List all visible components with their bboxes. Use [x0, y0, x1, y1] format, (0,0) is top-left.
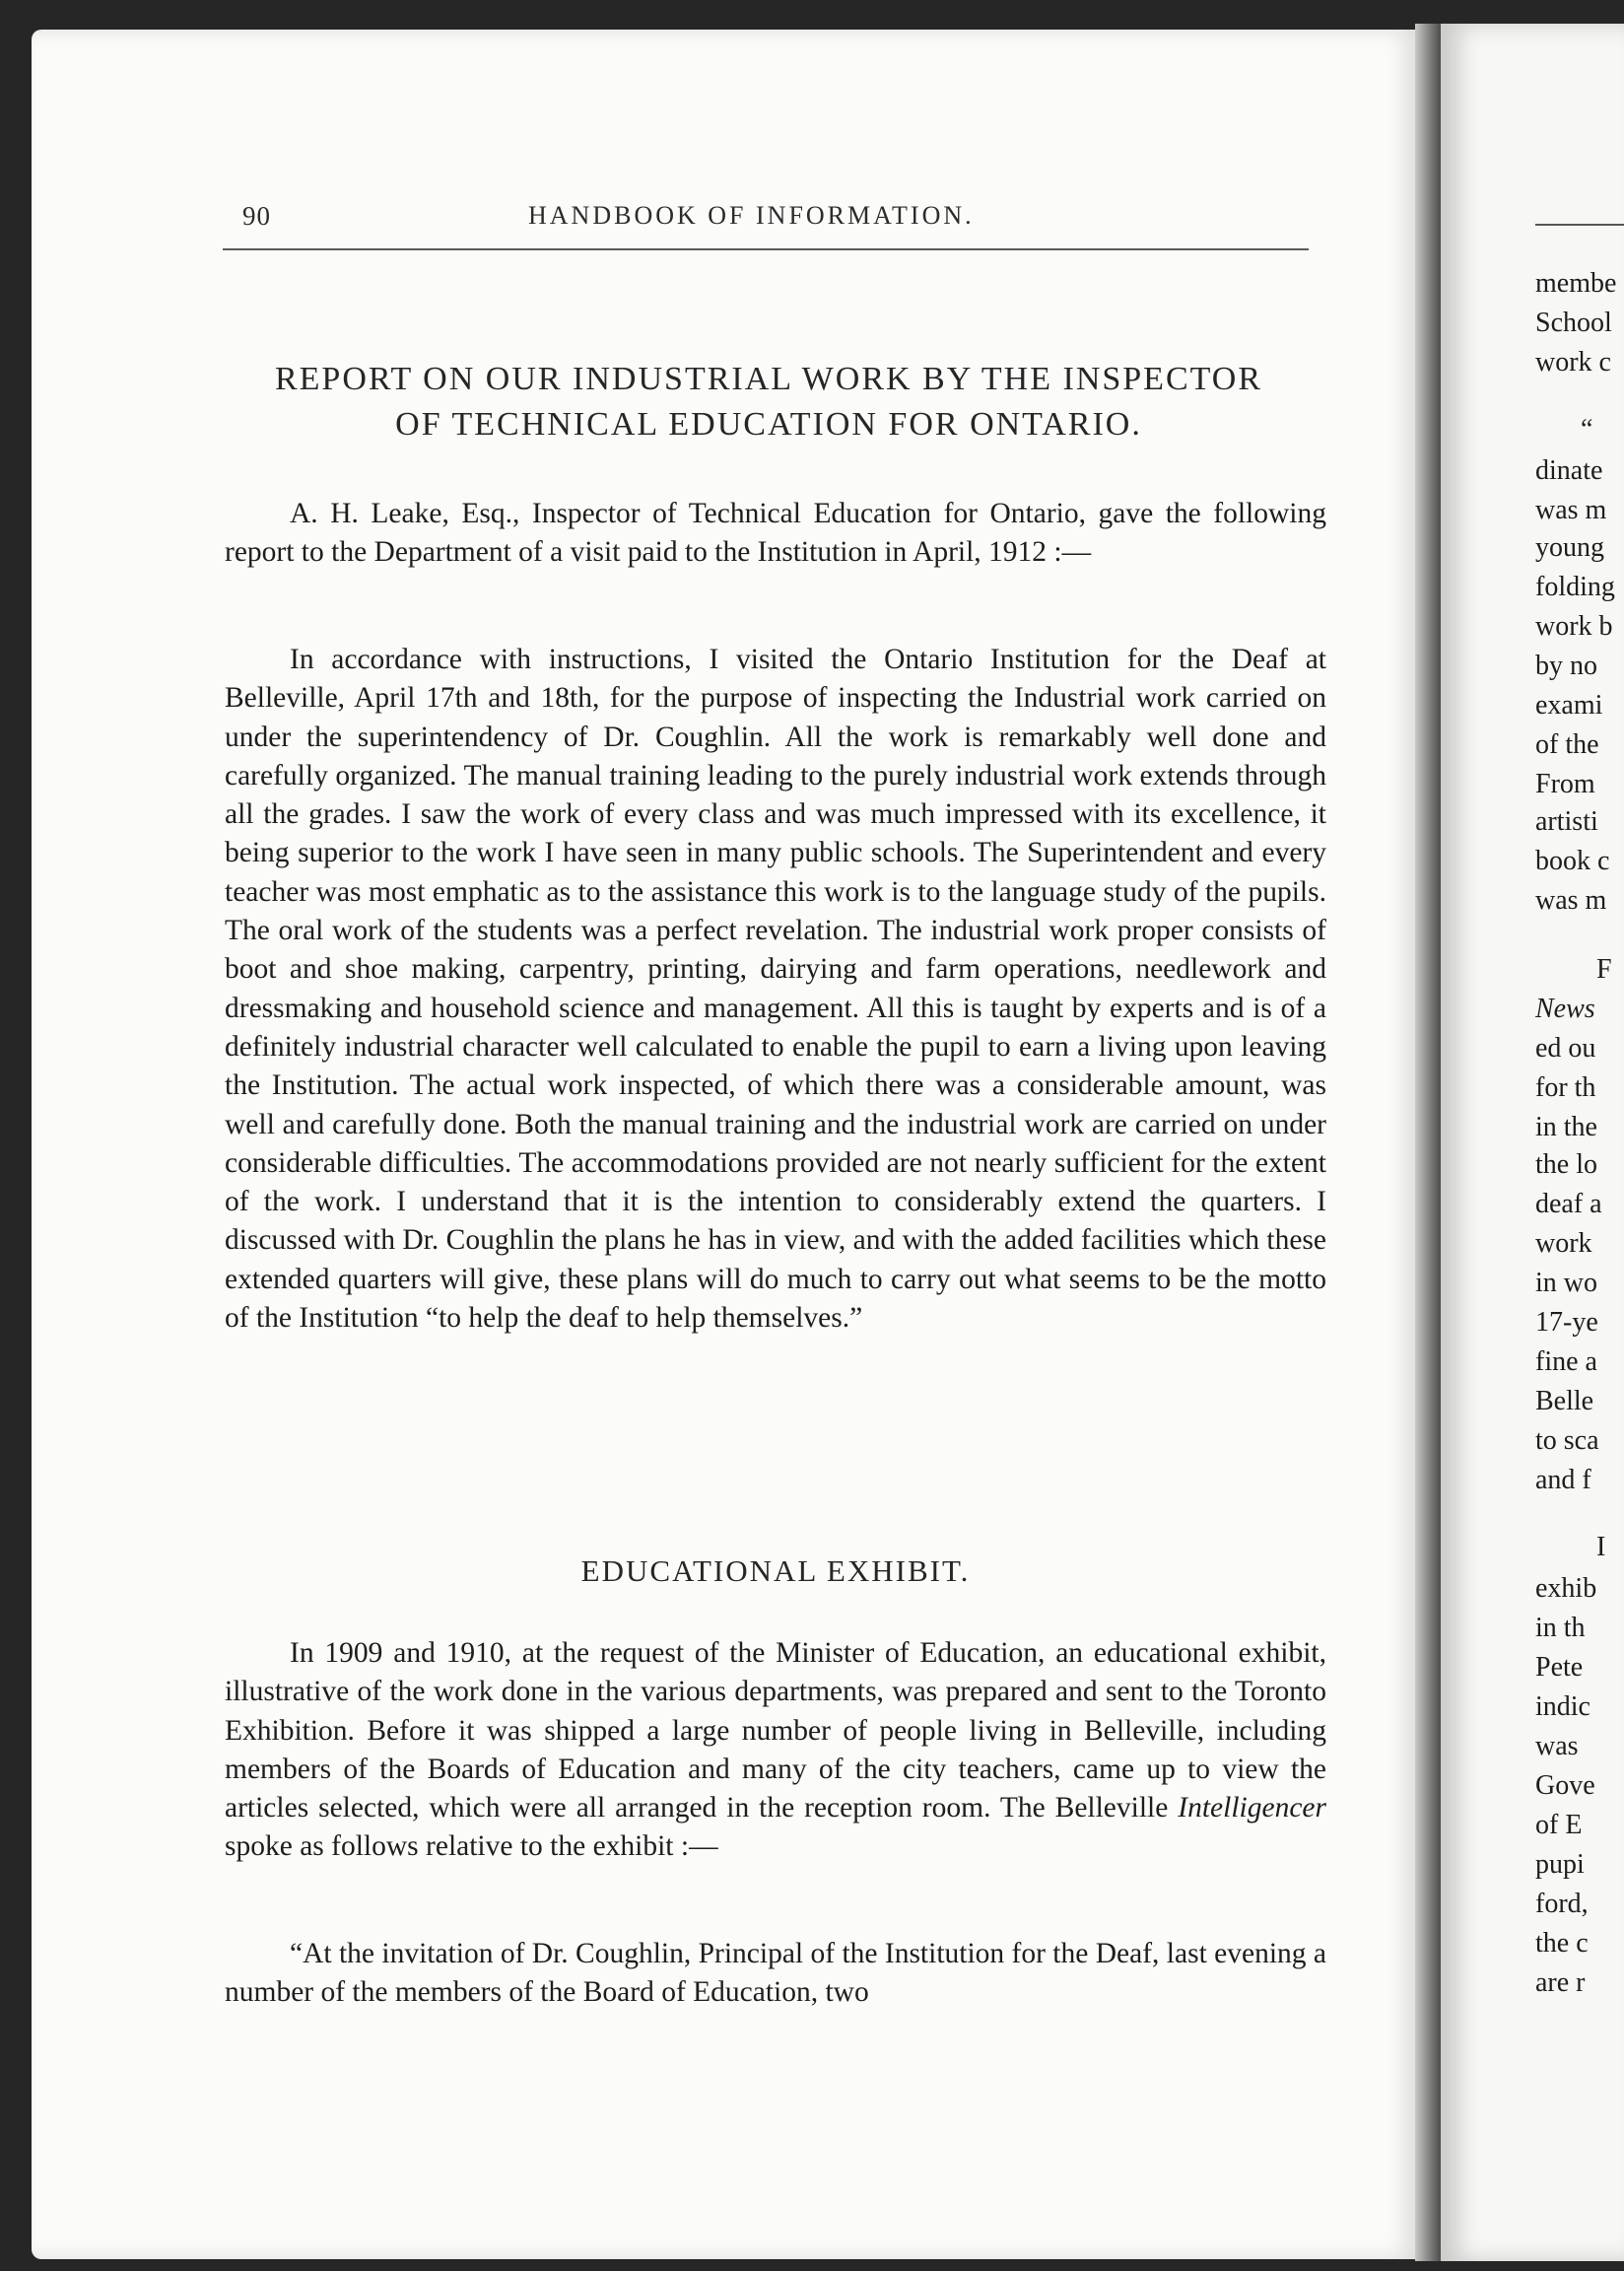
right-page-line: ford,: [1535, 1889, 1589, 1919]
right-page-line: in th: [1535, 1613, 1586, 1643]
right-page-line: 17-ye: [1535, 1307, 1598, 1338]
right-page-line: to sca: [1535, 1425, 1599, 1456]
right-page-line: exhib: [1535, 1573, 1597, 1604]
intro-paragraph: A. H. Leake, Esq., Inspector of Technical Education for Ontario, gave the following report to the Department of a visit paid to the Institution in April, 1912 :—: [225, 498, 1326, 569]
right-page-line: of E: [1535, 1810, 1583, 1840]
right-page: [1441, 24, 1624, 2261]
right-page-line: From: [1535, 769, 1595, 799]
header-rule: [223, 248, 1309, 250]
intro-block: [225, 495, 1326, 573]
right-page-line: by no: [1535, 651, 1597, 681]
right-page-line: dinate: [1535, 455, 1603, 486]
right-page-line: I: [1596, 1532, 1606, 1562]
right-page-line: the c: [1535, 1928, 1589, 1959]
right-page-line: F: [1596, 954, 1612, 985]
right-page-line: News: [1535, 994, 1595, 1024]
newspaper-name: Intelligencer: [1178, 1792, 1326, 1824]
right-page-line: membe: [1535, 268, 1617, 299]
right-page-line: for th: [1535, 1072, 1596, 1103]
right-page-line: deaf a: [1535, 1189, 1602, 1219]
right-page-line: and f: [1535, 1465, 1591, 1495]
right-page-line: in the: [1535, 1112, 1597, 1142]
right-page-line: Pete: [1535, 1652, 1584, 1683]
right-page-line: “: [1581, 414, 1593, 445]
right-page-line: Gove: [1535, 1770, 1595, 1801]
right-page-line: ed ou: [1535, 1033, 1596, 1064]
right-page-line: folding: [1535, 572, 1615, 602]
right-page-line: was m: [1535, 885, 1607, 916]
right-page-line: Belle: [1535, 1386, 1594, 1416]
quote-paragraph: “At the invitation of Dr. Coughlin, Principal of the Institution for the Deaf, last evening a number of the members of the Board of Education, two: [225, 1938, 1326, 2009]
report-block: [225, 641, 1326, 1338]
right-page-line: was: [1535, 1731, 1579, 1761]
exhibit-block: [225, 1634, 1326, 1867]
exhibit-text: In 1909 and 1910, at the request of the Minister of Education, an educational exhibit, illustrative of the work done in the various departments, was prepared and sent to the Toronto Exhibition. Before it was shipped a large number of people living in Belleville, including members of the Boards of Education and many of the city teachers, came up to view the articles selected, which were all arranged in the reception room. The Belleville: [225, 1637, 1326, 1824]
running-title: HANDBOOK OF INFORMATION.: [528, 201, 975, 230]
right-page-line: artisti: [1535, 806, 1598, 837]
report-title: [217, 357, 1320, 447]
section-heading: EDUCATIONAL EXHIBIT.: [580, 1553, 971, 1588]
right-page-line: are r: [1535, 1967, 1586, 1998]
right-page-line: work b: [1535, 611, 1613, 642]
right-page-line: book c: [1535, 846, 1610, 876]
report-title-line: OF TECHNICAL EDUCATION FOR ONTARIO.: [395, 406, 1142, 443]
running-head: [223, 197, 1309, 239]
exhibit-text-end: spoke as follows relative to the exhibit :—: [225, 1830, 718, 1863]
right-page-line: work: [1535, 1228, 1592, 1259]
report-title-line: REPORT ON OUR INDUSTRIAL WORK BY THE INSPECTOR: [274, 361, 1263, 397]
right-page-header-rule: [1535, 224, 1624, 226]
right-page-line: pupi: [1535, 1849, 1585, 1880]
right-page-line: fine a: [1535, 1346, 1597, 1377]
right-page-line: the lo: [1535, 1149, 1597, 1180]
page-number: 90: [242, 201, 271, 231]
right-page-line: of the: [1535, 729, 1599, 760]
right-page-line: School: [1535, 308, 1612, 338]
right-page-line: was m: [1535, 495, 1607, 525]
right-page-line: young: [1535, 532, 1604, 563]
right-page-line: work c: [1535, 347, 1611, 378]
quote-block: [225, 1935, 1326, 2013]
right-page-line: indic: [1535, 1691, 1590, 1722]
right-page-line: exami: [1535, 690, 1603, 721]
report-paragraph: In accordance with instructions, I visited the Ontario Institution for the Deaf at Belleville, April 17th and 18th, for the purpose of inspecting the Industrial work carried on under the superintendency of Dr. Coughlin. All the work is remarkably well done and carefully organized. The manual training leading to the purely industrial work extends through all the grades. I saw the work of every class and was much impressed with its excellence, it being superior to the work I have seen in many public schools. The Superintendent and every teacher was most emphatic as to the assistance this work is to the language study of the pupils. The oral work of the students was a perfect revelation. The industrial work proper consists of boot and shoe making, carpentry, printing, dairying and farm operations, needlework and dressmaking and household science and management. All this is taught by experts and is of a definitely industrial character well calculated to enable the pupil to earn a living upon leaving the Institution. The actual work inspected, of which there was a considerable amount, was well and carefully done. Both the manual training and the industrial work are carried on under considerable difficulties. The accommodations provided are not nearly sufficient for the extent of the work. I understand that it is the intention to considerably extend the quarters. I discussed with Dr. Coughlin the plans he has in view, and with the added facilities which these extended quarters will give, these plans will do much to carry out what seems to be the motto of the Institution “to help the deaf to help themselves.”: [225, 644, 1326, 1335]
exhibit-paragraph: [225, 1634, 1326, 1867]
right-page-line: in wo: [1535, 1268, 1597, 1298]
